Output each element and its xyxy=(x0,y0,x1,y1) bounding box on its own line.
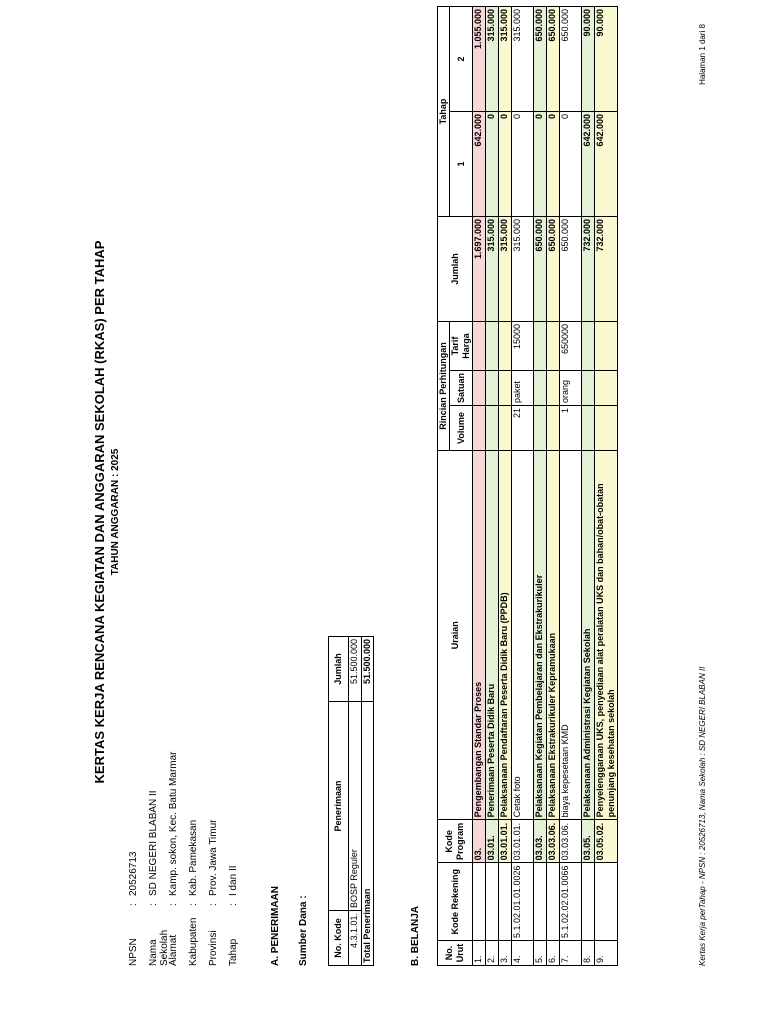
row-uraian-cell: Pengembangan Standar Proses xyxy=(473,451,486,820)
row-no-cell: 9. xyxy=(595,941,618,966)
row-satuan-cell xyxy=(534,371,547,406)
row-uraian-cell: Penyelenggaraan UKS, penyediaan alat peralatan UKS dan bahan/obat-obatan penunjang kesehatan sekolah xyxy=(595,451,618,820)
row-volume-cell xyxy=(582,406,595,451)
belanja-header-row-1 xyxy=(438,7,450,966)
row-kode-program-cell: 03.05. xyxy=(582,820,595,863)
info-row-kabupaten xyxy=(188,820,199,966)
col-header-tahap-2: 2 xyxy=(450,7,473,112)
penerimaan-table xyxy=(328,636,374,966)
row-volume-cell: 1 xyxy=(560,406,582,451)
info-value: I dan II xyxy=(228,865,239,896)
col-header-kode-program: Kode Program xyxy=(438,820,473,863)
row-tahap-2-cell: 90.000 xyxy=(595,7,618,112)
table-row xyxy=(349,637,362,966)
table-row xyxy=(547,7,560,966)
row-kode-rekening-cell xyxy=(486,863,499,941)
document-title: KERTAS KERJA RENCANA KEGIATAN DAN ANGGARAN SEKOLAH (RKAS) PER TAHAP xyxy=(92,240,107,784)
row-kode-program-cell: 03.05.02. xyxy=(595,820,618,863)
row-kode-rekening-cell xyxy=(582,863,595,941)
row-tahap-2-cell: 90.000 xyxy=(582,7,595,112)
row-no-cell: 6. xyxy=(547,941,560,966)
total-penerimaan-label: Total Penerimaan xyxy=(362,702,374,966)
row-kode-rekening-cell xyxy=(499,863,512,941)
table-row xyxy=(534,7,547,966)
row-uraian-cell: Cetak foto xyxy=(512,451,534,820)
info-separator: : xyxy=(228,903,239,906)
info-separator: : xyxy=(148,903,159,906)
row-tahap-2-cell: 1.055.000 xyxy=(473,7,486,112)
row-no-cell: 2. xyxy=(486,941,499,966)
section-belanja-title: B. BELANJA xyxy=(410,905,421,966)
table-row xyxy=(512,7,534,966)
row-satuan-cell xyxy=(499,371,512,406)
info-row-alamat xyxy=(168,751,179,966)
row-tahap-1-cell: 0 xyxy=(499,112,512,217)
belanja-table xyxy=(437,6,618,966)
row-tarif-cell: 15000 xyxy=(512,322,534,371)
penerimaan-header-row xyxy=(329,637,349,966)
row-tarif-cell xyxy=(534,322,547,371)
penerimaan-kode-cell: 4.3.1.01. xyxy=(349,911,362,966)
info-value: 20526713 xyxy=(128,851,139,896)
row-tahap-1-cell: 642.000 xyxy=(473,112,486,217)
footer-page-number: Halaman 1 dari 8 xyxy=(698,24,707,85)
row-uraian-cell: Pelaksanaan Ekstrakurikuler Kepramukaan xyxy=(547,451,560,820)
row-uraian-cell: Penerimaan Peserta Didik Baru xyxy=(486,451,499,820)
row-satuan-cell xyxy=(582,371,595,406)
penerimaan-total-row xyxy=(362,637,374,966)
row-tahap-1-cell: 642.000 xyxy=(582,112,595,217)
row-no-cell: 7. xyxy=(560,941,582,966)
col-header-no-kode: No. Kode xyxy=(329,911,349,966)
row-kode-program-cell: 03.01.01. xyxy=(512,820,534,863)
table-row xyxy=(499,7,512,966)
row-kode-rekening-cell xyxy=(547,863,560,941)
table-row xyxy=(560,7,582,966)
row-kode-rekening-cell xyxy=(534,863,547,941)
info-label: Provinsi xyxy=(208,930,219,966)
col-header-tahap-1: 1 xyxy=(450,112,473,217)
col-header-no-urut: No. Urut xyxy=(438,941,473,966)
info-label: Kabupaten xyxy=(188,917,199,966)
row-uraian-cell: Pelaksanaan Pendaftaran Peserta Didik Baru (PPDB) xyxy=(499,451,512,820)
row-jumlah-cell: 1.697.000 xyxy=(473,217,486,322)
row-volume-cell xyxy=(595,406,618,451)
footer-left: Kertas Kerja perTahap - NPSN : 20526713, Nama Sekolah : SD NEGERI BLABAN II xyxy=(698,666,707,966)
table-row xyxy=(595,7,618,966)
row-uraian-cell: Pelaksanaan Kegiatan Pembelajaran dan Ekstrakurikuler xyxy=(534,451,547,820)
row-tahap-1-cell: 0 xyxy=(534,112,547,217)
info-row-tahap xyxy=(228,865,239,966)
row-tarif-cell xyxy=(486,322,499,371)
row-volume-cell xyxy=(499,406,512,451)
info-separator: : xyxy=(128,903,139,906)
row-uraian-cell: Pelaksanaan Administrasi Kegiatan Sekolah xyxy=(582,451,595,820)
row-kode-program-cell: 03. xyxy=(473,820,486,863)
row-kode-program-cell: 03.03.06. xyxy=(547,820,560,863)
row-kode-rekening-cell: 5.1.02.02.01.0066 xyxy=(560,863,582,941)
col-header-rincian: Rincian Perhitungan xyxy=(438,322,450,451)
row-tarif-cell xyxy=(547,322,560,371)
info-value: Kamp. sokon, Kec. Batu Marmar xyxy=(168,751,179,896)
col-header-jumlah: Jumlah xyxy=(438,217,473,322)
row-jumlah-cell: 650.000 xyxy=(534,217,547,322)
row-tahap-2-cell: 650.000 xyxy=(547,7,560,112)
info-row-provinsi xyxy=(208,820,219,967)
info-label: Nama Sekolah xyxy=(148,929,170,966)
row-tahap-2-cell: 315.000 xyxy=(486,7,499,112)
row-tahap-2-cell: 650.000 xyxy=(534,7,547,112)
belanja-table-body xyxy=(473,7,618,966)
row-kode-program-cell: 03.03.06. xyxy=(560,820,582,863)
row-tahap-1-cell: 0 xyxy=(512,112,534,217)
table-row xyxy=(486,7,499,966)
row-no-cell: 8. xyxy=(582,941,595,966)
row-jumlah-cell: 732.000 xyxy=(595,217,618,322)
row-satuan-cell xyxy=(473,371,486,406)
row-volume-cell xyxy=(486,406,499,451)
info-separator: : xyxy=(188,903,199,906)
row-kode-program-cell: 03.03. xyxy=(534,820,547,863)
row-jumlah-cell: 732.000 xyxy=(582,217,595,322)
row-no-cell: 5. xyxy=(534,941,547,966)
col-header-satuan: Satuan xyxy=(450,371,473,406)
col-header-tarif-harga: Tarif Harga xyxy=(450,322,473,371)
info-label: Alamat xyxy=(168,934,179,966)
row-tarif-cell xyxy=(595,322,618,371)
info-separator: : xyxy=(168,903,179,906)
row-tahap-1-cell: 0 xyxy=(560,112,582,217)
penerimaan-jumlah-cell: 51.500.000 xyxy=(349,637,362,702)
info-row-npsn xyxy=(128,852,139,967)
row-tahap-1-cell: 642.000 xyxy=(595,112,618,217)
info-value: Kab. Pamekasan xyxy=(188,819,199,896)
row-satuan-cell xyxy=(595,371,618,406)
row-tarif-cell xyxy=(499,322,512,371)
col-header-jumlah: Jumlah xyxy=(329,637,349,702)
row-satuan-cell xyxy=(547,371,560,406)
row-no-cell: 4. xyxy=(512,941,534,966)
sumber-dana-label: Sumber Dana : xyxy=(298,895,309,966)
info-value: Prov. Jawa Timur xyxy=(208,819,219,896)
row-no-cell: 1. xyxy=(473,941,486,966)
row-volume-cell: 21 xyxy=(512,406,534,451)
row-tarif-cell: 650000 xyxy=(560,322,582,371)
col-header-uraian: Uraian xyxy=(438,451,473,820)
row-volume-cell xyxy=(534,406,547,451)
row-tahap-2-cell: 315.000 xyxy=(512,7,534,112)
row-kode-rekening-cell: 5.1.02.01.01.0026 xyxy=(512,863,534,941)
col-header-kode-rekening: Kode Rekening xyxy=(438,863,473,941)
row-tarif-cell xyxy=(473,322,486,371)
row-satuan-cell: paket xyxy=(512,371,534,406)
row-tarif-cell xyxy=(582,322,595,371)
row-jumlah-cell: 650.000 xyxy=(547,217,560,322)
row-no-cell: 3. xyxy=(499,941,512,966)
row-satuan-cell: orang xyxy=(560,371,582,406)
info-label: NPSN xyxy=(128,938,139,966)
row-uraian-cell: biaya kepesetaan KMD xyxy=(560,451,582,820)
penerimaan-name-cell: BOSP Reguler xyxy=(349,702,362,911)
row-kode-rekening-cell xyxy=(595,863,618,941)
col-header-volume: Volume xyxy=(450,406,473,451)
row-jumlah-cell: 315.000 xyxy=(499,217,512,322)
row-volume-cell xyxy=(473,406,486,451)
row-jumlah-cell: 315.000 xyxy=(512,217,534,322)
row-satuan-cell xyxy=(486,371,499,406)
info-separator: : xyxy=(208,903,219,906)
row-tahap-1-cell: 0 xyxy=(547,112,560,217)
row-kode-program-cell: 03.01. xyxy=(486,820,499,863)
section-penerimaan-title: A. PENERIMAAN xyxy=(270,885,281,966)
row-tahap-1-cell: 0 xyxy=(486,112,499,217)
row-volume-cell xyxy=(547,406,560,451)
info-value: SD NEGERI BLABAN II xyxy=(148,790,159,896)
row-kode-program-cell: 03.01.01. xyxy=(499,820,512,863)
row-jumlah-cell: 650.000 xyxy=(560,217,582,322)
table-row xyxy=(473,7,486,966)
row-tahap-2-cell: 650.000 xyxy=(560,7,582,112)
info-label: Tahap xyxy=(228,938,239,966)
document-subtitle: TAHUN ANGGARAN : 2025 xyxy=(110,448,121,576)
total-penerimaan-value: 51.500.000 xyxy=(362,637,374,702)
row-tahap-2-cell: 315.000 xyxy=(499,7,512,112)
col-header-tahap: Tahap xyxy=(438,7,450,217)
info-row-nama-sekolah xyxy=(148,790,170,966)
table-row xyxy=(582,7,595,966)
col-header-penerimaan: Penerimaan xyxy=(329,702,349,911)
row-jumlah-cell: 315.000 xyxy=(486,217,499,322)
row-kode-rekening-cell xyxy=(473,863,486,941)
